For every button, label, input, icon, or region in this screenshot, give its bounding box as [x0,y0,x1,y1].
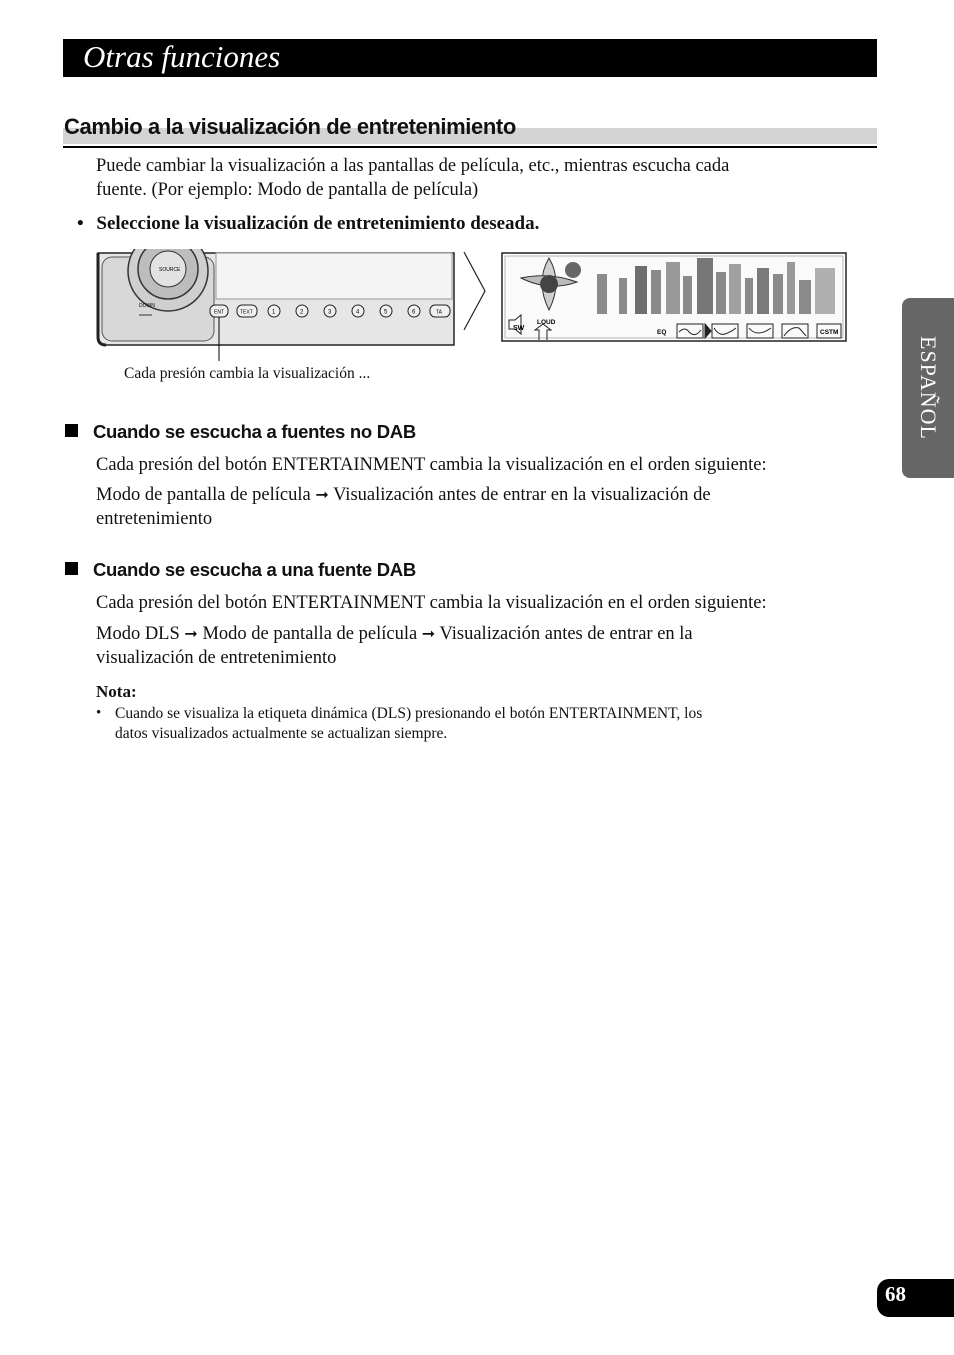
svg-text:LOUD: LOUD [537,319,556,326]
intro-line-1: Puede cambiar la visualización a las pantallas de película, etc., mientras escucha cada [96,156,730,176]
note-bullet: • [96,705,102,721]
page-number-tab [877,1279,954,1317]
svg-text:6: 6 [412,309,416,316]
source-label: SOURCE [159,267,181,273]
dab-sequence: Modo DLS ➞ Modo de pantalla de película ➞ Visualización antes de entrar en la visualización de entretenimiento [96,624,693,668]
subheading-non-dab [65,421,416,443]
subheading-dab [65,559,416,581]
head-unit-illustration [96,249,456,361]
preset-button-3[interactable] [324,305,336,317]
non-dab-sequence: Modo de pantalla de película ➞ Visualización antes de entrar en la visualización de entretenimiento [96,485,711,529]
language-tab-label: ESPAÑOL [916,336,941,440]
svg-text:3: 3 [328,309,332,316]
arrow-right-icon: ➞ [421,624,436,643]
instruction-bullet: • [77,213,84,234]
preset-button-6[interactable] [408,305,420,317]
preset-button-4[interactable] [352,305,364,317]
svg-text:5: 5 [384,309,388,316]
instruction-text: Seleccione la visualización de entretenimiento deseada. [96,213,540,234]
page-number: 68 [885,1282,906,1306]
svg-text:SW: SW [513,325,525,332]
preset-button-2[interactable] [296,305,308,317]
svg-text:4: 4 [356,309,360,316]
preset-button-5[interactable] [380,305,392,317]
subheading-dab-text: Cuando se escucha a una fuente DAB [93,559,416,580]
button-row [210,305,450,317]
section-title: Cambio a la visualización de entretenimiento [64,114,516,139]
svg-text:2: 2 [300,309,304,316]
transition-chevron [462,250,488,332]
arrow-right-icon: ➞ [315,485,329,504]
instruction-item [77,213,539,235]
chapter-title: Otras funciones [83,39,281,74]
preset-button-1[interactable] [268,305,280,317]
movie-screen-display [501,252,847,342]
figure-caption: Cada presión cambia la visualización ... [124,365,371,382]
language-tab [902,298,954,478]
note-title: Nota: [96,682,137,701]
section-heading [63,112,877,148]
intro-line-2: fuente. (Por ejemplo: Modo de pantalla de película) [96,180,479,200]
svg-text:1: 1 [272,309,276,316]
eq-label: EQ [657,329,667,336]
non-dab-description: Cada presión del botón ENTERTAINMENT cambia la visualización en el orden siguiente: [96,455,767,475]
intro-paragraph [96,154,856,202]
square-bullet-icon [65,562,78,575]
arrow-right-icon: ➞ [184,624,198,643]
chapter-header-bar [63,39,877,77]
text-label: TEXT [240,309,253,316]
note-text: Cuando se visualiza la etiqueta dinámica (DLS) presionando el botón ENTERTAINMENT, los datos visualizados actualmente se actualizan siempre. [115,705,703,742]
dab-description: Cada presión del botón ENTERTAINMENT cambia la visualización en el orden siguiente: [96,593,767,613]
ta-label: TA [436,309,443,316]
down-label: DOWN [139,303,155,309]
ent-label: ENT [214,309,224,316]
subheading-non-dab-text: Cuando se escucha a fuentes no DAB [93,421,416,442]
square-bullet-icon [65,424,78,437]
svg-text:CSTM: CSTM [820,329,839,336]
